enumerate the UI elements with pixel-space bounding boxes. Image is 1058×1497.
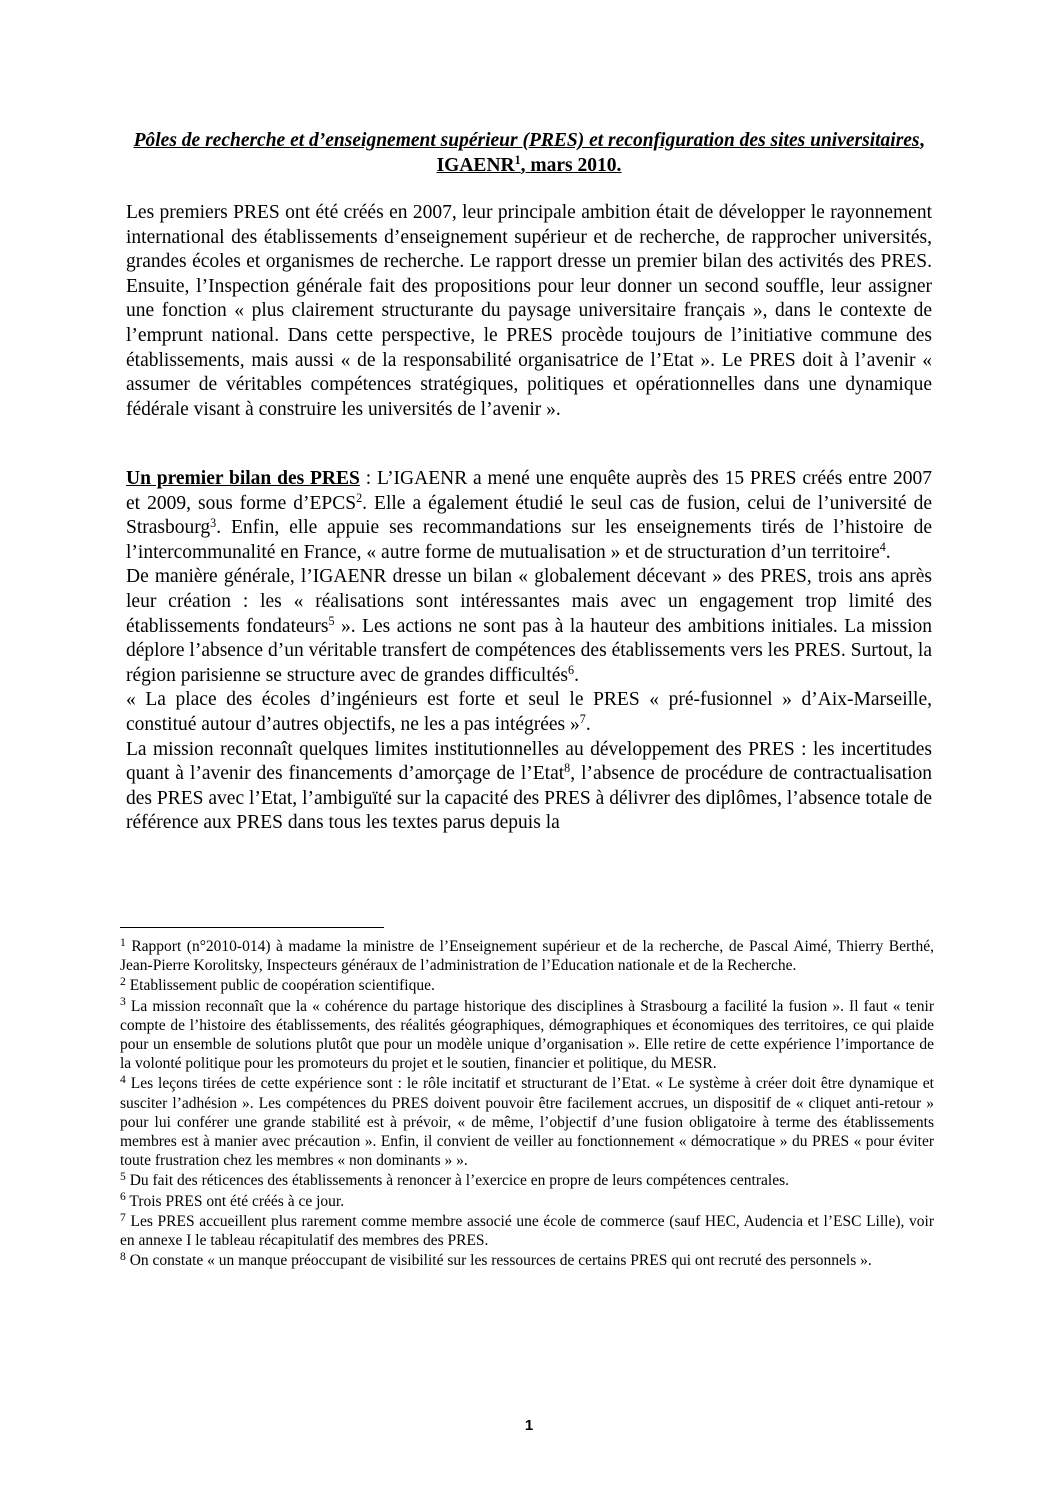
footnotes <box>120 937 934 1271</box>
document-title <box>126 128 932 178</box>
footnote-ref-3[interactable]: 3 <box>210 515 217 530</box>
bilan-heading: Un premier bilan des PRES <box>126 468 360 489</box>
bilan-section <box>126 467 932 836</box>
footnote-separator <box>120 927 384 928</box>
intro-text: Les premiers PRES ont été créés en 2007, leur principale ambition était de développer le rayonnement international des établissements d’enseignement supérieur et de recherche, de rapprocher universités, grandes écoles et organismes de recherche. Le rapport dresse un premier bilan des activités des PRES. Ensuite, l’Inspection générale fait des propositions pour leur donner un second souffle, leur assigner une fonction « plus clairement structurante du paysage universitaire français », dans le contexte de l’emprunt national. Dans cette perspective, le PRES procède toujours de l’initiative commune des établissements, mais aussi « de la responsabilité organisatrice de l’Etat ». Le PRES doit à l’avenir « assumer de véritables compétences stratégiques, politiques et opérationnelles dans une dynamique fédérale visant à construire les universités de l’avenir ». <box>126 202 932 420</box>
bilan-paragraph-3: « La place des écoles d’ingénieurs est forte et seul le PRES « pré-fusionnel » d’Aix-Marseille, constitué autour d’autres objectifs, ne les a pas intégrées »$^7$. <box>126 689 932 735</box>
footnote: $^8$ On constate « un manque préoccupant de visibilité sur les ressources de certains PRES qui ont recruté des personnels ». <box>120 1250 872 1270</box>
title-org: IGAENR <box>436 155 515 176</box>
footnote: $^3$ La mission reconnaît que la « cohérence du partage historique des disciplines à Strasbourg a facilité la fusion ». Il faut « tenir compte de l’histoire des établissements, des réalités géographiques, démographiques et économiques des territoires, ce qui plaide pour un ensemble de solutions plutôt que pour un modèle unique d’organisation ». Elle retire de cette expérience l’importance de la volonté politique pour les promoteurs du projet et le soutien, financier et politique, du MESR. <box>120 995 934 1073</box>
footnote: $^6$ Trois PRES ont été créés à ce jour. <box>120 1190 345 1210</box>
footnote: $^7$ Les PRES accueillent plus rarement comme membre associé une école de commerce (sauf HEC, Audencia et l’ESC Lille), voir en annexe I le tableau récapitulatif des membres des PRES. <box>120 1210 934 1250</box>
footnote-ref-6[interactable]: 6 <box>568 663 575 678</box>
footnote-ref-5[interactable]: 5 <box>328 613 335 628</box>
footnote: $^2$ Etablissement public de coopération scientifique. <box>120 975 435 995</box>
bilan-paragraph-2: De manière générale, l’IGAENR dresse un bilan « globalement décevant » des PRES, trois ans après leur création : les « réalisations sont intéressantes mais avec un engagement trop limité des établissements fondateurs$^5$ ». Les actions ne sont pas à la hauteur des ambitions initiales. La mission déplore l’absence d’un véritable transfert de compétences des établissements vers les PRES. Surtout, la région parisienne se structure avec de grandes difficultés$^6$. <box>126 566 932 686</box>
bilan-paragraph-4: La mission reconnaît quelques limites institutionnelles au développement des PRES : les incertitudes quant à l’avenir des financements d’amorçage de l’Etat$^8$, l’absence de procédure de contractualisation des PRES avec l’Etat, l’ambiguïté sur la capacité des PRES à délivrer des diplômes, l’absence totale de référence aux PRES dans tous les textes parus depuis la <box>126 738 932 834</box>
footnote-ref-2[interactable]: 2 <box>356 490 363 505</box>
footnote-ref-8[interactable]: 8 <box>564 761 571 776</box>
footnote-ref-1[interactable]: 1 <box>514 153 521 168</box>
footnote-ref-7[interactable]: 7 <box>579 712 586 727</box>
footnote-ref-4[interactable]: 4 <box>879 540 886 555</box>
footnote: $^4$ Les leçons tirées de cette expérience sont : le rôle incitatif et structurant de l’Etat. « Le système à créer doit être dynamique et susciter l’adhésion ». Les compétences du PRES doivent pouvoir être facilement accrues, un dispositif de « cliquet anti-retour » pour lui conférer une grande stabilité est à prévoir, « de même, l’objectif d’une fusion obligatoire à terme des établissements membres est à manier avec précaution ». Enfin, il convient de veiller au fonctionnement « démocratique » du PRES « pour éviter toute frustration chez les membres « non dominants » ». <box>120 1073 934 1170</box>
footnote: $^5$ Du fait des réticences des établissements à renoncer à l’exercice en propre de leurs compétences centrales. <box>120 1170 789 1190</box>
footnote: $^1$ Rapport (n°2010-014) à madame la ministre de l’Enseignement supérieur et de la recherche, de Pascal Aimé, Thierry Berthé, Jean-Pierre Korolitsky, Inspecteurs généraux de l’administration de l’Education nationale et de la Recherche. <box>120 935 934 975</box>
title-sep: , <box>919 130 925 151</box>
page-number: 1 <box>524 1417 534 1434</box>
title-italic: Pôles de recherche et d’enseignement supérieur (PRES) et reconfiguration des sites universitaires <box>133 130 920 151</box>
title-date: , mars 2010. <box>520 155 622 176</box>
bilan-paragraph-1: Un premier bilan des PRES : L’IGAENR a mené une enquête auprès des 15 PRES créés entre 2007 et 2009, sous forme d’EPCS$^2$. Elle a également étudié le seul cas de fusion, celui de l’université de Strasbourg$^3$. Enfin, elle appuie ses recommandations sur les enseignements tirés de l’histoire de l’intercommunalité en France, « autre forme de mutualisation » et de structuration d’un territoire$^4$. <box>126 468 933 563</box>
intro-paragraph <box>126 201 932 422</box>
